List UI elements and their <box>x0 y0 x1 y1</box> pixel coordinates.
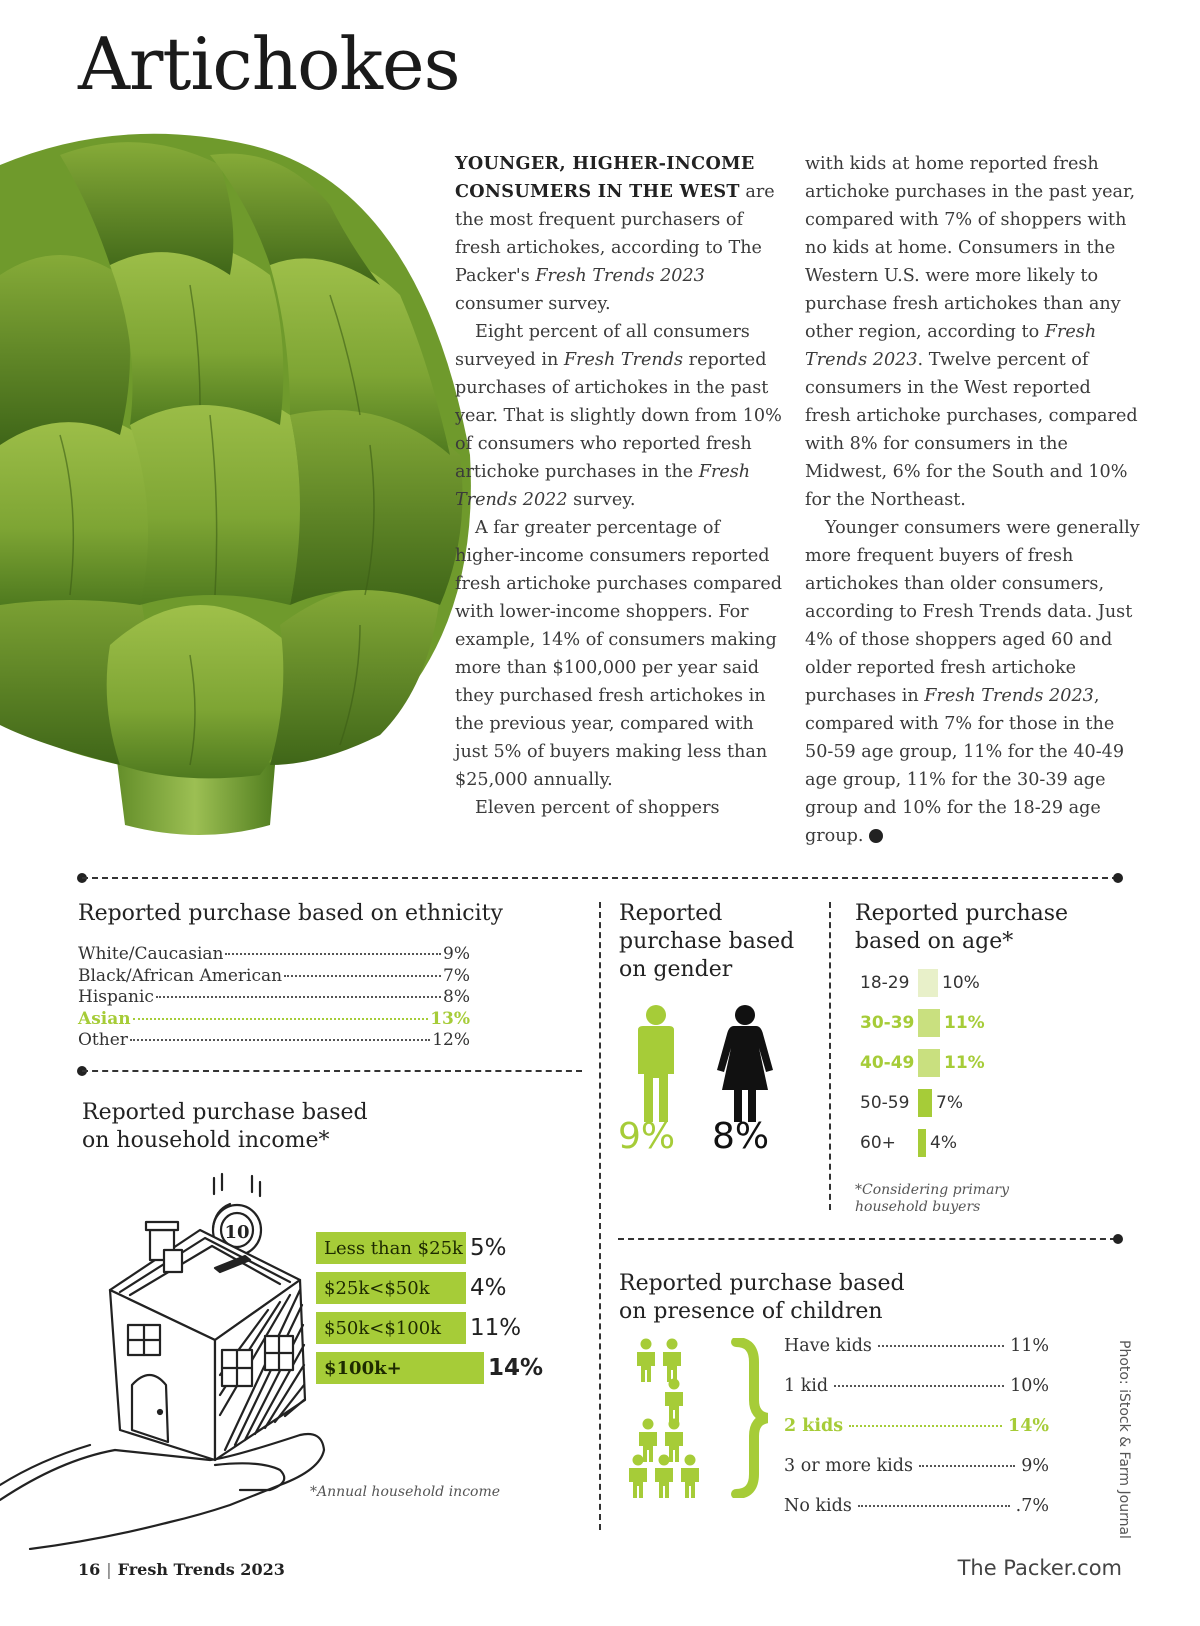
house-in-hand-icon <box>0 1160 330 1550</box>
ethnicity-row-highlight <box>78 1009 470 1031</box>
children-row-highlight <box>784 1416 1049 1436</box>
age-category-label: 18-29 <box>860 973 910 993</box>
article-p2-c: survey. <box>567 490 636 510</box>
income-row <box>316 1232 507 1264</box>
ethnicity-value: 8% <box>443 987 470 1007</box>
ethnicity-label: Other <box>78 1030 128 1050</box>
ethnicity-title: Reported purchase based on ethnicity <box>78 901 503 926</box>
ethnicity-value: 9% <box>443 944 470 964</box>
column-divider <box>829 902 831 1210</box>
children-row <box>784 1496 1049 1516</box>
coin-label: 10 <box>224 1222 250 1243</box>
age-note-line: household buyers <box>855 1199 981 1215</box>
age-value-label: 11% <box>944 1053 985 1073</box>
children-row <box>784 1456 1049 1476</box>
ethnicity-value: 12% <box>432 1030 470 1050</box>
article-p5-b: , compared with 7% for those in the 50-59 age group, 11% for the 40-49 age group, 11% for the 30-39 age group and 10% for the 18-29 age group. <box>805 686 1125 846</box>
age-bar <box>918 1129 926 1157</box>
female-icon <box>716 1004 774 1122</box>
gender-title-line: Reported <box>619 901 723 926</box>
ethnicity-value: 7% <box>443 965 470 986</box>
age-title <box>855 900 1068 956</box>
article-p2-em2: Fresh Trends 2022 <box>455 462 751 510</box>
age-bar <box>918 1089 932 1117</box>
income-value-label: 4% <box>470 1275 507 1301</box>
article-p4-c: . Twelve percent of consumers in the West reported fresh artichoke purchases, compared with 8% for consumers in the Midwest, 6% for the South and 10% for the Northeast. <box>805 350 1138 510</box>
page-number: 16 <box>78 1560 101 1579</box>
gender-title-line: on gender <box>619 957 733 982</box>
age-value-label: 7% <box>936 1093 963 1113</box>
children-label: No kids <box>784 1496 852 1516</box>
age-bar <box>918 969 938 997</box>
article-p1-em: Fresh Trends 2023 <box>535 266 705 286</box>
ethnicity-label: Black/African American <box>78 965 283 986</box>
children-label: 3 or more kids <box>784 1456 913 1476</box>
age-category-label: 60+ <box>860 1133 896 1153</box>
income-title-line: Reported purchase based <box>82 1100 368 1125</box>
article-column-1 <box>455 150 785 822</box>
income-bar: $25k<$50k <box>316 1272 466 1304</box>
gender-title <box>619 900 794 984</box>
age-category-label: 30-39 <box>860 1013 915 1033</box>
income-bar: Less than $25k <box>316 1232 466 1264</box>
children-label: 1 kid <box>784 1376 829 1396</box>
article-p4-em: Fresh Trends 2023 <box>805 322 1097 370</box>
income-value-label: 11% <box>470 1315 522 1341</box>
income-value-label: 5% <box>470 1235 507 1261</box>
section-divider <box>82 1070 582 1072</box>
income-bar: $50k<$100k <box>316 1312 466 1344</box>
children-value: .7% <box>1015 1496 1049 1516</box>
age-row <box>860 1088 963 1118</box>
children-title <box>619 1270 905 1326</box>
page-title: Artichokes <box>78 22 460 106</box>
ethnicity-value: 13% <box>430 1008 470 1029</box>
artichoke-image <box>0 125 490 865</box>
income-bar: $100k+ <box>316 1352 484 1384</box>
income-title-line: on household income* <box>82 1128 330 1153</box>
income-row <box>316 1312 521 1344</box>
ethnicity-row <box>78 966 470 988</box>
divider-dot <box>1113 1234 1123 1244</box>
article-p5-em: Fresh Trends 2023 <box>924 686 1094 706</box>
age-title-line: based on age* <box>855 929 1014 954</box>
ft-end-icon: FT <box>869 829 883 843</box>
column-divider <box>599 902 601 1530</box>
age-row <box>860 1048 985 1078</box>
article-lead: YOUNGER, HIGHER-INCOME CONSUMERS IN THE WEST <box>455 153 755 202</box>
children-label: Have kids <box>784 1336 872 1356</box>
age-note-line: *Considering primary <box>855 1182 1010 1198</box>
age-note <box>855 1182 1009 1216</box>
children-value: 14% <box>1008 1416 1049 1436</box>
ethnicity-list <box>78 944 470 1052</box>
ethnicity-row <box>78 1030 470 1052</box>
children-value: 9% <box>1021 1456 1049 1476</box>
article-p3: A far greater percentage of higher-income consumers reported fresh artichoke purchases compared with lower-income shoppers. For example, 14% of consumers making more than $100,000 per year said they purchased fresh artichokes in the previous year, compared with just 5% of buyers making less than $25,000 annually. <box>455 518 783 790</box>
income-title <box>82 1099 368 1155</box>
children-value: 11% <box>1010 1336 1049 1356</box>
page-footer: 16 | Fresh Trends 2023 <box>78 1560 285 1579</box>
ethnicity-row <box>78 944 470 966</box>
male-value: 9% <box>618 1116 676 1157</box>
male-icon <box>630 1004 682 1122</box>
gender-title-line: purchase based <box>619 929 795 954</box>
section-divider <box>82 877 1118 879</box>
age-value-label: 4% <box>930 1133 957 1153</box>
article-column-2 <box>805 150 1140 850</box>
age-value-label: 10% <box>942 973 980 993</box>
publication-name: Fresh Trends 2023 <box>117 1560 285 1579</box>
children-row <box>784 1376 1049 1396</box>
age-bar <box>918 1049 940 1077</box>
article-p4-b: with kids at home reported fresh artichoke purchases in the past year, compared with 7% of shoppers with no kids at home. Consumers in the Western U.S. were more likely to purchase fresh artichokes than any other region, according to <box>805 154 1136 342</box>
article-p4-a: Eleven percent of shoppers <box>475 798 720 818</box>
age-title-line: Reported purchase <box>855 901 1069 926</box>
ethnicity-label: Hispanic <box>78 987 154 1007</box>
site-name: The Packer.com <box>957 1556 1122 1580</box>
family-icons <box>618 1338 768 1498</box>
age-row <box>860 968 980 998</box>
article-p2-b: reported purchases of artichokes in the past year. That is slightly down from 10% of consumers who reported fresh artichoke purchases in the <box>455 350 782 482</box>
article-p1-a: are the most frequent purchasers of fresh artichokes, according to The Packer's <box>455 182 775 286</box>
income-row <box>316 1352 543 1384</box>
income-row <box>316 1272 507 1304</box>
children-label: 2 kids <box>784 1416 844 1436</box>
age-category-label: 40-49 <box>860 1053 915 1073</box>
photo-credit: Photo: iStock & Farm Journal <box>1116 1340 1132 1539</box>
children-value: 10% <box>1010 1376 1049 1396</box>
article-p5-a: Younger consumers were generally more frequent buyers of fresh artichokes than older consumers, according to Fresh Trends data. Just 4% of those shoppers aged 60 and older reported fresh artichoke purchases in <box>805 518 1140 706</box>
income-value-label: 14% <box>488 1355 544 1381</box>
income-note: *Annual household income <box>310 1484 501 1500</box>
age-row <box>860 1008 985 1038</box>
divider-dot <box>1113 873 1123 883</box>
article-p1-b: consumer survey. <box>455 294 611 314</box>
children-title-line: Reported purchase based <box>619 1271 905 1296</box>
article-p2-em1: Fresh Trends <box>563 350 684 370</box>
female-value: 8% <box>712 1116 770 1157</box>
age-bar <box>918 1009 940 1037</box>
children-title-line: on presence of children <box>619 1299 883 1324</box>
ethnicity-row <box>78 987 470 1009</box>
article-p2-a: Eight percent of all consumers surveyed in <box>455 322 750 370</box>
children-row <box>784 1336 1049 1356</box>
ethnicity-label: White/Caucasian <box>78 944 224 964</box>
age-value-label: 11% <box>944 1013 985 1033</box>
section-divider <box>618 1238 1116 1240</box>
age-row <box>860 1128 957 1158</box>
ethnicity-label: Asian <box>78 1008 131 1029</box>
age-category-label: 50-59 <box>860 1093 910 1113</box>
